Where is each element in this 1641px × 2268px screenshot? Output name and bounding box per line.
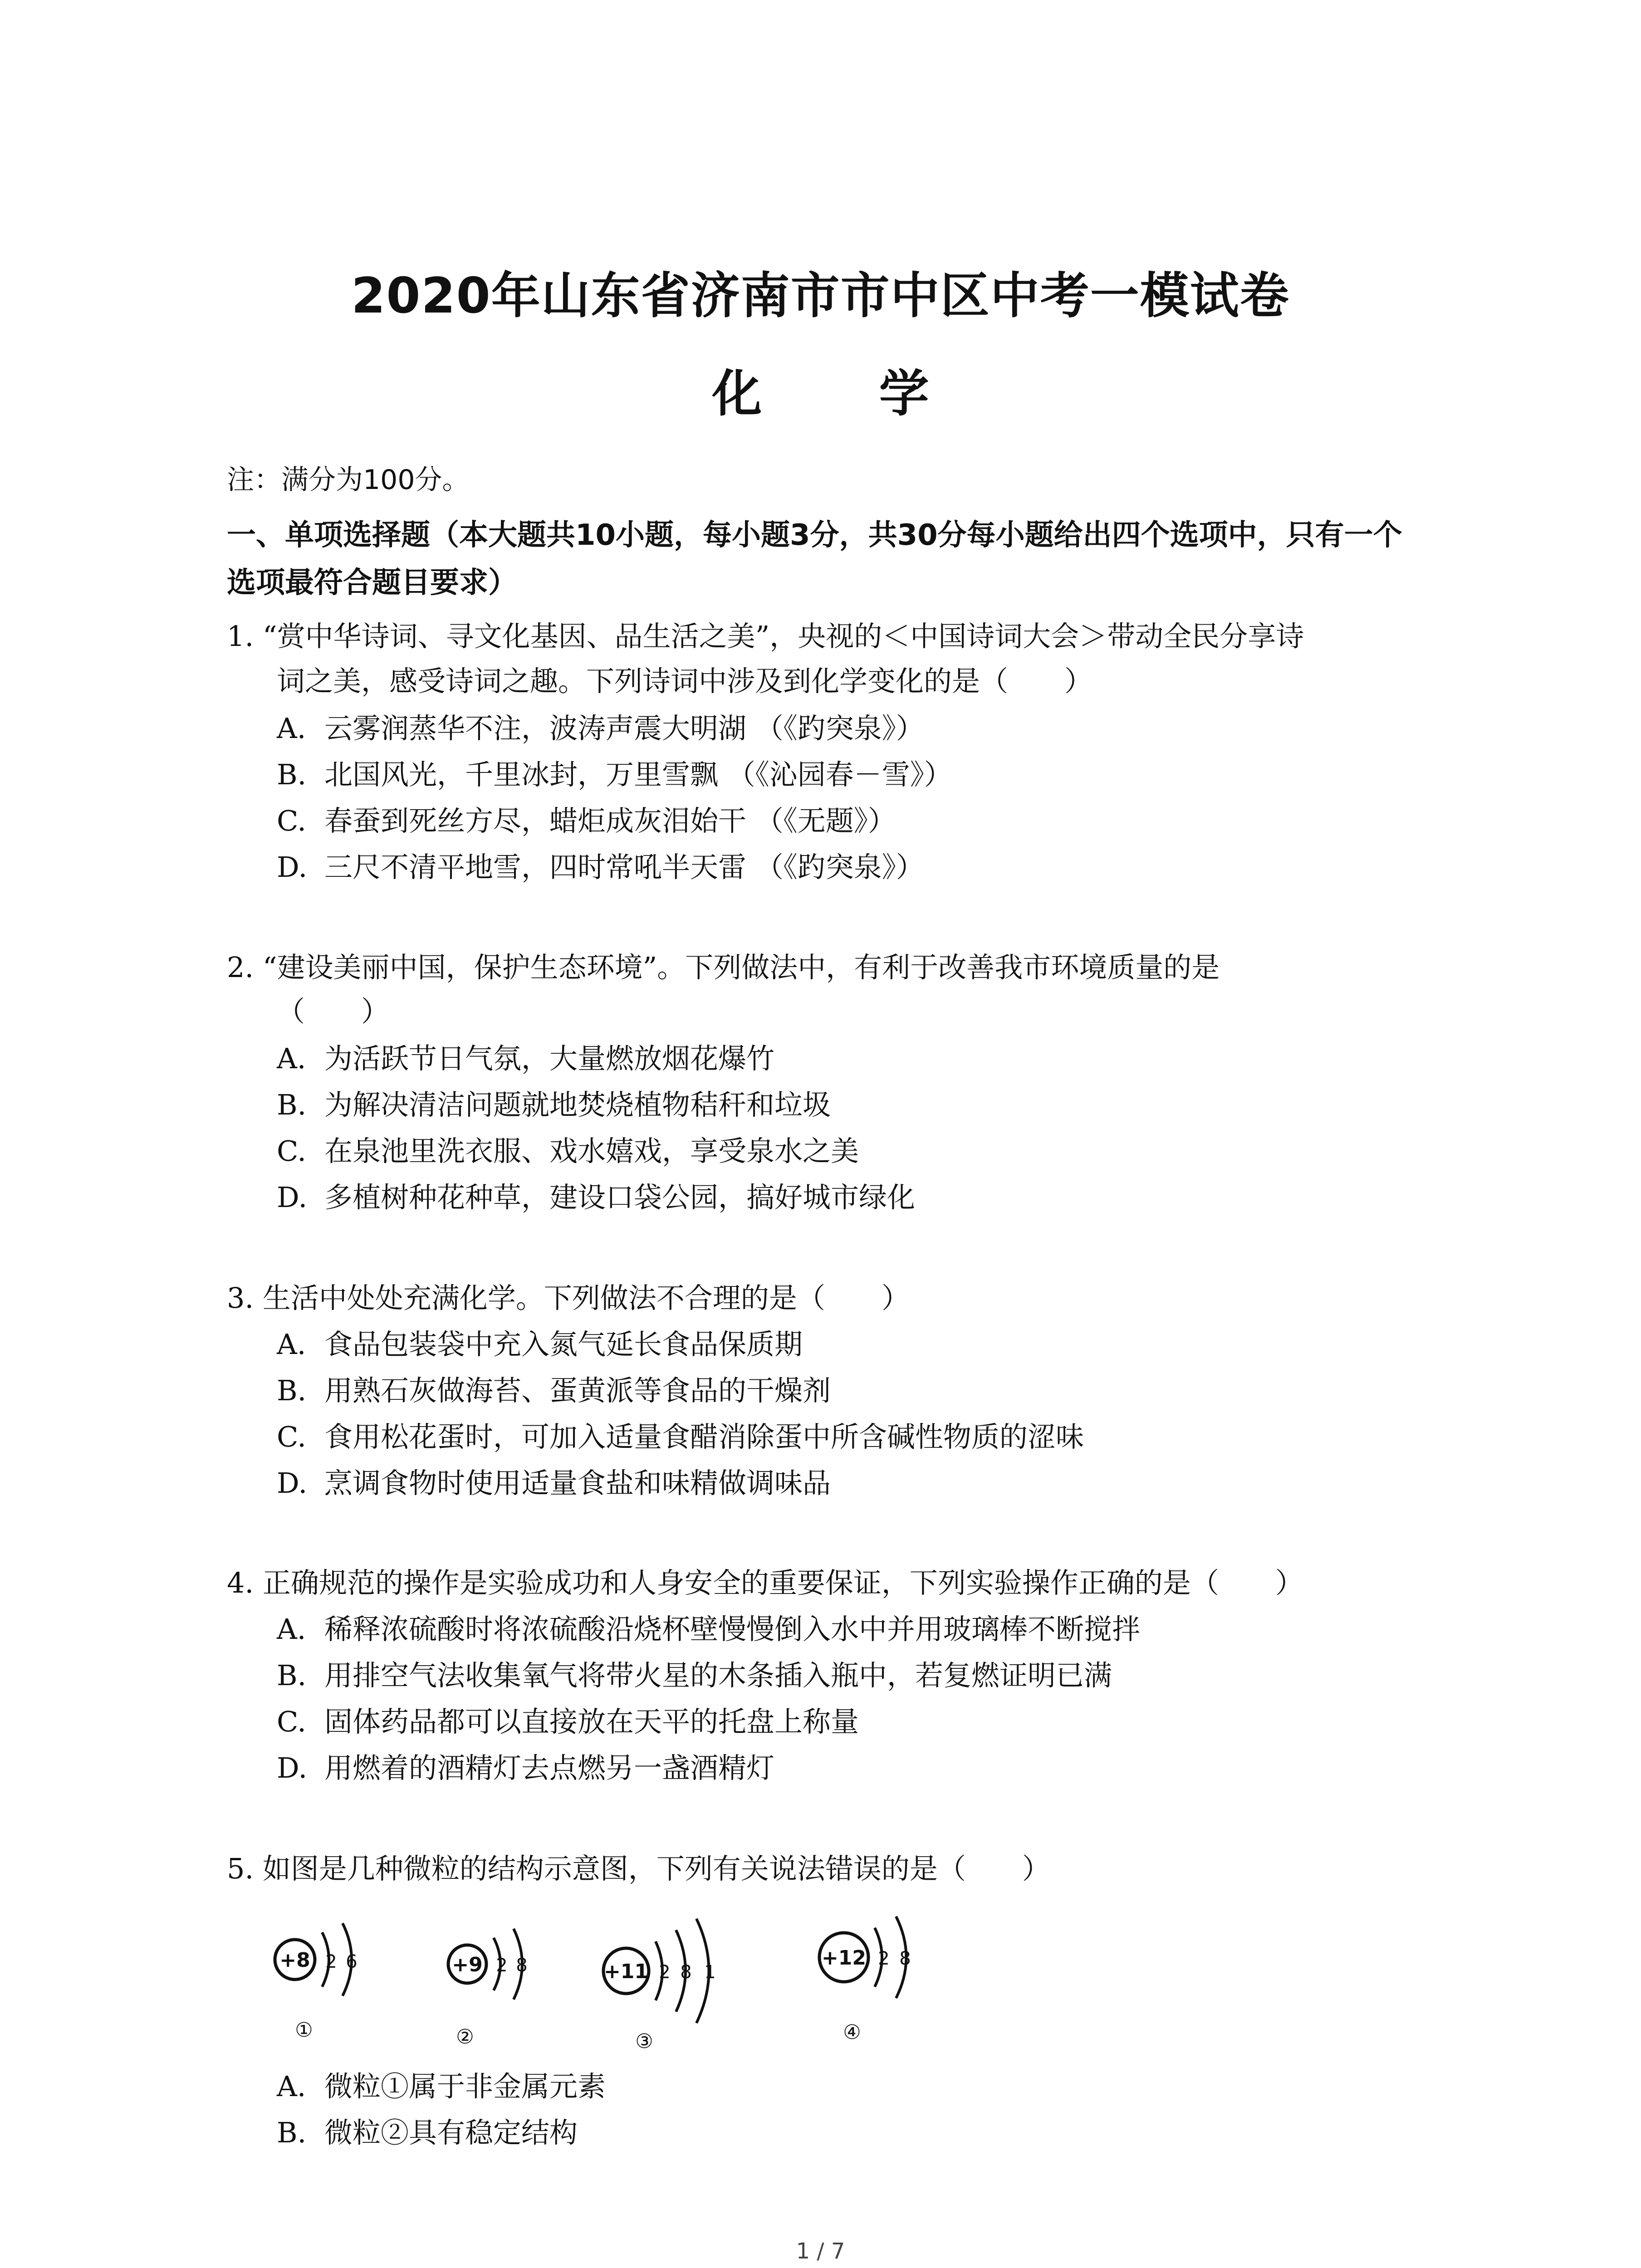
question-4-option-c: C. 固体药品都可以直接放在天平的托盘上称量 (277, 1705, 859, 1738)
question-2-option-d: D. 多植树种花种草，建设口袋公园，搞好城市绿化 (277, 1181, 916, 1214)
shell-electron-count: 6 (346, 1951, 358, 1972)
question-1-option-b: B. 北国风光，千里冰封，万里雪飘 （《沁园春－雪》） (277, 758, 952, 791)
shell-electron-count: 8 (899, 1948, 911, 1969)
question-5-option-a: A. 微粒①属于非金属元素 (277, 2070, 606, 2103)
question-2-option-a: A. 为活跃节日气氛，大量燃放烟花爆竹 (277, 1042, 775, 1075)
question-4-option-a: A. 稀释浓硫酸时将浓硫酸沿烧杯壁慢慢倒入水中并用玻璃棒不断搅拌 (277, 1613, 1141, 1646)
question-3-option-d: D. 烹调食物时使用适量食盐和味精做调味品 (277, 1466, 831, 1500)
question-5-stem: 5. 如图是几种微粒的结构示意图，下列有关说法错误的是（ ） (227, 1852, 1050, 1885)
atom-label: ② (456, 2025, 474, 2048)
question-3-option-b: B. 用熟石灰做海苔、蛋黄派等食品的干燥剂 (277, 1374, 831, 1407)
question-number: 3. (227, 1281, 254, 1315)
atom-diagram-2 (448, 1929, 528, 2048)
shell-electron-count: 8 (680, 1962, 692, 1983)
question-4-option-b: B. 用排空气法收集氧气将带火星的木条插入瓶中，若复燃证明已满 (277, 1659, 1112, 1692)
question-number: 1. (227, 620, 254, 653)
nucleus-label: +9 (452, 1953, 483, 1976)
atom-label: ③ (635, 2030, 653, 2053)
score-note: 注：满分为100分。 (227, 464, 470, 496)
question-1-option-d: D. 三尺不清平地雪，四时常吼半天雷 （《趵突泉》） (277, 850, 924, 884)
question-1-stem-line1: 1. “赏中华诗词、寻文化基因、品生活之美”，央视的＜中国诗词大会＞带动全民分享诗 (227, 620, 1304, 653)
shell-electron-count: 2 (496, 1955, 508, 1976)
nucleus-label: +11 (603, 1960, 649, 1983)
section-heading-line1: 一、单项选择题（本大题共10小题，每小题3分，共30分每小题给出四个选项中，只有一个 (227, 518, 1402, 552)
shell-electron-count: 1 (704, 1962, 716, 1983)
nucleus-label: +12 (821, 1946, 867, 1970)
question-3-option-a: A. 食品包装袋中充入氮气延长食品保质期 (277, 1328, 803, 1361)
subject-title: 化 学 (712, 365, 979, 423)
question-2-option-c: C. 在泉池里洗衣服、戏水嬉戏，享受泉水之美 (277, 1134, 859, 1168)
question-3-option-c: C. 食用松花蛋时，可加入适量食醋消除蛋中所含碱性物质的涩味 (277, 1420, 1084, 1453)
atom-diagram-3 (603, 1919, 716, 2053)
shell-electron-count: 2 (878, 1948, 890, 1969)
atom-diagram-4 (819, 1916, 911, 2044)
atom-label: ④ (843, 2021, 861, 2044)
section-heading-line2: 选项最符合题目要求） (227, 566, 517, 600)
exam-title: 2020年山东省济南市市中区中考一模试卷 (351, 268, 1290, 324)
question-3-stem: 3. 生活中处处充满化学。下列做法不合理的是（ ） (227, 1281, 910, 1315)
question-1-option-a: A. 云雾润蒸华不注，波涛声震大明湖 （《趵突泉》） (277, 712, 924, 745)
question-4-option-d: D. 用燃着的酒精灯去点燃另一盏酒精灯 (277, 1751, 775, 1784)
shell-electron-count: 2 (325, 1951, 337, 1972)
question-2-stem-line2: （ ） (277, 995, 390, 1028)
atom-structure-diagram (254, 1914, 1025, 2064)
question-number: 4. (227, 1566, 254, 1599)
question-1-option-c: C. 春蚕到死丝方尽，蜡炬成灰泪始干 （《无题》） (277, 804, 896, 837)
shell-electron-count: 8 (516, 1955, 528, 1976)
question-5-option-b: B. 微粒②具有稳定结构 (277, 2116, 578, 2149)
atom-label: ① (295, 2019, 313, 2042)
shell-electron-count: 2 (659, 1962, 671, 1983)
question-1-stem-line2: 词之美，感受诗词之趣。下列诗词中涉及到化学变化的是（ ） (277, 665, 1093, 698)
question-4-stem: 4. 正确规范的操作是实验成功和人身安全的重要保证，下列实验操作正确的是（ ） (227, 1566, 1303, 1599)
atom-diagram-1 (275, 1923, 358, 2042)
question-number: 2. (227, 951, 254, 984)
question-2-stem-line1: 2. “建设美丽中国，保护生态环境”。下列做法中，有利于改善我市环境质量的是 (227, 951, 1220, 984)
nucleus-label: +8 (279, 1949, 310, 1972)
question-number: 5. (227, 1852, 254, 1885)
page-number: 1 / 7 (796, 2239, 845, 2264)
question-2-option-b: B. 为解决清洁问题就地焚烧植物秸秆和垃圾 (277, 1088, 831, 1121)
